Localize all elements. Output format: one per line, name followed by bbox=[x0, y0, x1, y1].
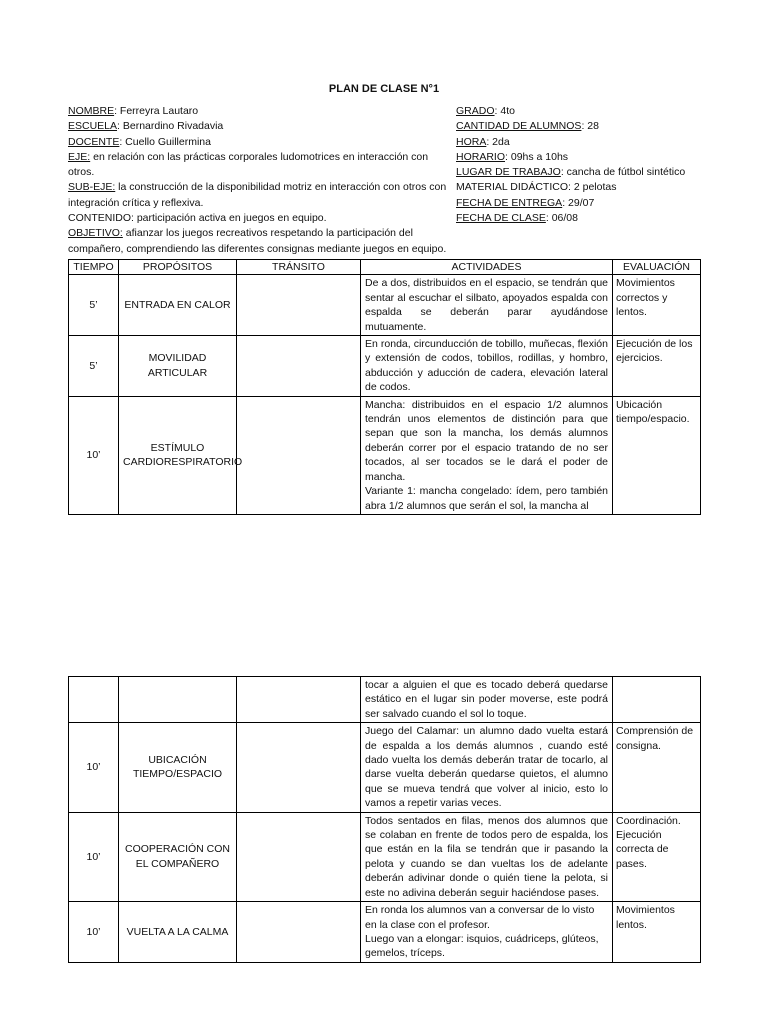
escuela-label: ESCUELA bbox=[68, 120, 118, 133]
proposito-cell bbox=[119, 677, 237, 723]
escuela-value: : Bernardino Rivadavia bbox=[117, 120, 224, 133]
table-row bbox=[69, 396, 701, 514]
nombre-label: NOMBRE bbox=[68, 105, 115, 117]
proposito-cell: ESTÍMULO CARDIORESPIRATORIO bbox=[119, 396, 237, 514]
objetivo-value: afianzar los juegos recreativos respetando la participación del compañero, comprendiendo las diferentes consignas mediante juegos en equipo. bbox=[68, 227, 447, 255]
proposito-cell: MOVILIDAD ARTICULAR bbox=[119, 336, 237, 397]
cantidad-label: CANTIDAD DE ALUMNOS bbox=[456, 120, 582, 133]
transito-cell bbox=[237, 396, 361, 514]
tiempo-cell: 10’ bbox=[69, 902, 119, 963]
proposito-cell: COOPERACIÓN CON EL COMPAÑERO bbox=[119, 812, 237, 901]
actividad-cell: Todos sentados en filas, menos dos alumnos que se colaban en frente de todos pero de espalda, los que están en la fila se tendrán que ir pasando la pelota y cuando se dan vueltas los de adelante deberán adivinar donde o quién tiene la pelota, si este no adivina deberán seguir haciéndose pases. bbox=[361, 812, 613, 901]
grado-label: GRADO bbox=[456, 105, 495, 117]
objetivo-label: OBJETIVO: bbox=[68, 227, 123, 240]
horario-label: HORARIO bbox=[456, 150, 506, 163]
evaluacion-cell: Coordinación. Ejecución correcta de pases. bbox=[613, 812, 701, 901]
transito-cell bbox=[237, 902, 361, 963]
tiempo-cell: 10’ bbox=[69, 723, 119, 812]
actividad-variante-text: Variante 1: mancha congelado: ídem, pero también abra 1/2 alumnos que serán el sol, la mancha al bbox=[365, 485, 608, 512]
proposito-cell: ENTRADA EN CALOR bbox=[119, 275, 237, 336]
tiempo-cell: 5’ bbox=[69, 336, 119, 397]
table-row bbox=[69, 723, 701, 812]
lugar-label: LUGAR DE TRABAJO bbox=[456, 166, 561, 179]
actividad-cell: En ronda, circunducción de tobillo, muñecas, flexión y extensión de codos, tobillos, rodillas, y hombro, abducción y aducción de cadera, elevación lateral de codos. bbox=[361, 336, 613, 397]
docente-label: DOCENTE bbox=[68, 135, 120, 148]
clase-label: FECHA DE CLASE bbox=[456, 212, 546, 225]
evaluacion-cell bbox=[613, 677, 701, 723]
table-row bbox=[69, 336, 701, 397]
actividad-continuation-cell: tocar a alguien el que es tocado deberá quedarse estático en el lugar sin poder moverse, este podrá ser salvado cuando el sol lo toque. bbox=[361, 677, 613, 723]
table-row bbox=[69, 902, 701, 963]
table-header-row bbox=[69, 260, 701, 275]
actividad-elongar-text: Luego van a elongar: isquios, cuádriceps, glúteos, gemelos, tríceps. bbox=[365, 932, 599, 960]
eje-label: EJE: bbox=[68, 150, 91, 163]
proposito-cell: UBICACIÓN TIEMPO/ESPACIO bbox=[119, 723, 237, 812]
nombre-value: : Ferreyra Lautaro bbox=[114, 105, 199, 117]
table-row bbox=[69, 677, 701, 723]
hora-value: : 2da bbox=[486, 135, 510, 148]
table-row bbox=[69, 812, 701, 901]
transito-cell bbox=[237, 336, 361, 397]
lesson-table bbox=[68, 259, 701, 515]
tiempo-cell: 10’ bbox=[69, 396, 119, 514]
lesson-table-continued bbox=[68, 676, 701, 963]
transito-cell bbox=[237, 812, 361, 901]
evaluacion-cell: Ubicación tiempo/espacio. bbox=[613, 396, 701, 514]
table-row bbox=[69, 275, 701, 336]
transito-cell bbox=[237, 723, 361, 812]
evaluacion-cell: Ejecución de los ejercicios. bbox=[613, 336, 701, 397]
lugar-value: : cancha de fútbol sintético bbox=[560, 166, 686, 179]
eje-value: en relación con las prácticas corporales ludomotrices en interacción con otros. bbox=[68, 150, 429, 179]
col-header-evaluacion: EVALUACIÓN bbox=[613, 260, 701, 275]
actividad-cell bbox=[361, 396, 613, 514]
col-header-tiempo: TIEMPO bbox=[69, 260, 119, 275]
entrega-label: FECHA DE ENTREGA bbox=[456, 196, 563, 209]
entrega-value: : 29/07 bbox=[562, 196, 595, 209]
subeje-value: la construcción de la disponibilidad motriz en interacción con otros con integración crítica y reflexiva. bbox=[68, 181, 447, 209]
docente-value: : Cuello Guillermina bbox=[119, 135, 211, 148]
cantidad-value: : 28 bbox=[581, 120, 599, 133]
col-header-actividades: ACTIVIDADES bbox=[361, 260, 613, 275]
col-header-propositos: PROPÓSITOS bbox=[119, 260, 237, 275]
header-right bbox=[456, 104, 706, 226]
tiempo-cell: 10’ bbox=[69, 812, 119, 901]
clase-value: : 06/08 bbox=[545, 212, 578, 225]
transito-cell bbox=[237, 275, 361, 336]
evaluacion-cell: Comprensión de consigna. bbox=[613, 723, 701, 812]
col-header-transito: TRÁNSITO bbox=[237, 260, 361, 275]
material-text: MATERIAL DIDÁCTICO: 2 pelotas bbox=[456, 181, 617, 194]
hora-label: HORA bbox=[456, 135, 487, 148]
evaluacion-cell: Movimientos correctos y lentos. bbox=[613, 275, 701, 336]
transito-cell bbox=[237, 677, 361, 723]
tiempo-cell bbox=[69, 677, 119, 723]
actividad-cell: Juego del Calamar: un alumno dado vuelta estará de espalda a los demás alumnos , cuando esté dado vuelta los demás deberán tratar de tocarlo, al darse vuelta deberán quedarse quietos, el alumno que se mueva tendrá que volver al inicio, esto lo vamos a repetir varias veces. bbox=[361, 723, 613, 812]
subeje-label: SUB-EJE: bbox=[68, 181, 116, 194]
evaluacion-cell: Movimientos lentos. bbox=[613, 902, 701, 963]
contenido-text: CONTENIDO: participación activa en juegos en equipo. bbox=[68, 212, 327, 225]
actividad-cell bbox=[361, 902, 613, 963]
grado-value: : 4to bbox=[494, 105, 515, 117]
actividad-cell: De a dos, distribuidos en el espacio, se tendrán que sentar al escuchar el silbato, apoyados espalda con espalda se deberán parar ayudándose mutuamente. bbox=[361, 275, 613, 336]
header-left bbox=[68, 104, 454, 257]
page-title: PLAN DE CLASE N°1 bbox=[328, 83, 440, 95]
actividad-text: Mancha: distribuidos en el espacio 1/2 alumnos tendrán unos elementos de distinción para que sepan que son la mancha, los demás alumnos deberán correr por el espacio tratando de no ser tocados, al ser tocados se le dará el poder de mancha. bbox=[365, 398, 608, 483]
proposito-cell: VUELTA A LA CALMA bbox=[119, 902, 237, 963]
horario-value: : 09hs a 10hs bbox=[505, 150, 569, 163]
actividad-text: En ronda los alumnos van a conversar de lo visto en la clase con el profesor. bbox=[365, 904, 595, 931]
tiempo-cell: 5’ bbox=[69, 275, 119, 336]
